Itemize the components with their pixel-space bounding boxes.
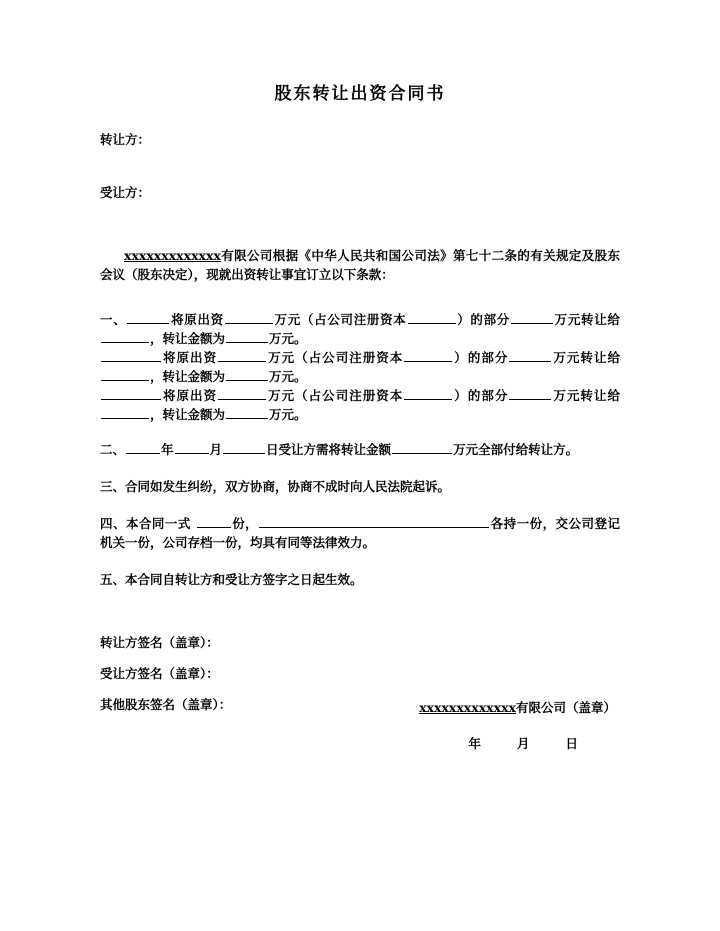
blank-field[interactable] bbox=[218, 387, 266, 400]
clause-two bbox=[100, 440, 620, 459]
clause-three-number: 三、 bbox=[100, 479, 126, 494]
clause-seg: 万元（占公司注册资本 bbox=[273, 312, 407, 327]
footer-date-day: 日 bbox=[565, 736, 578, 751]
clause-seg: 万元（占公司注册资本 bbox=[267, 388, 404, 403]
intro-paragraph bbox=[100, 246, 620, 284]
blank-field[interactable] bbox=[259, 515, 489, 528]
clause-seg: 份， bbox=[231, 516, 259, 531]
blank-field[interactable] bbox=[218, 349, 266, 362]
clause-seg: 万元全部付给转让方。 bbox=[453, 442, 579, 457]
spacer bbox=[100, 589, 620, 633]
footer-date-year: 年 bbox=[468, 736, 481, 751]
clause-one-line-1 bbox=[100, 310, 620, 348]
footer-date-month: 月 bbox=[516, 736, 530, 751]
spacer bbox=[100, 552, 620, 570]
clause-seg: 月 bbox=[209, 442, 223, 457]
spacer bbox=[100, 459, 620, 477]
blank-field[interactable] bbox=[101, 330, 149, 343]
clause-seg: 日受让方需将转让金额 bbox=[266, 442, 392, 457]
transferee-label: 受让方： bbox=[100, 185, 151, 200]
document-body bbox=[100, 130, 620, 714]
clause-seg: ）的部分 bbox=[453, 350, 509, 365]
blank-field[interactable] bbox=[101, 387, 161, 400]
blank-field[interactable] bbox=[223, 441, 265, 454]
clause-one-number: 一、 bbox=[100, 312, 127, 327]
blank-field[interactable] bbox=[511, 311, 553, 324]
spacer bbox=[100, 149, 620, 183]
spacer bbox=[100, 284, 620, 310]
spacer bbox=[100, 202, 620, 246]
spacer bbox=[100, 424, 620, 440]
clause-seg: ）的部分 bbox=[453, 388, 509, 403]
blank-field[interactable] bbox=[197, 515, 231, 528]
clause-seg: 将原出资 bbox=[162, 388, 218, 403]
signature-transferor: 转让方签名（盖章）： bbox=[100, 635, 219, 650]
clause-four bbox=[100, 514, 620, 552]
clause-four-number: 四、 bbox=[100, 516, 126, 531]
clause-seg: 万元（占公司注册资本 bbox=[267, 350, 404, 365]
blank-field[interactable] bbox=[404, 387, 452, 400]
page-title: 股东转让出资合同书 bbox=[274, 84, 446, 104]
footer-block bbox=[100, 698, 620, 754]
clause-seg: ，转让金额为 bbox=[150, 407, 226, 422]
signature-other-shareholders: 其他股东签名（盖章）： bbox=[100, 697, 232, 712]
clause-seg: 万元转让给 bbox=[552, 388, 620, 403]
clause-seg: 万元转让给 bbox=[552, 350, 620, 365]
blank-field[interactable] bbox=[509, 349, 551, 362]
footer-company-placeholder: xxxxxxxxxxxxx bbox=[419, 700, 516, 715]
blank-field[interactable] bbox=[509, 387, 551, 400]
clause-three-text: 合同如发生纠纷，双方协商，协商不成时向人民法院起诉。 bbox=[125, 479, 451, 494]
clause-seg: 各持一份，交公司登记机关一份，公司存档一份，均具有同等法律效力。 bbox=[100, 516, 620, 550]
blank-field[interactable] bbox=[101, 368, 149, 381]
spacer bbox=[100, 652, 620, 664]
clause-seg: 万元。 bbox=[269, 369, 307, 384]
blank-field[interactable] bbox=[101, 406, 149, 419]
footer-date-line bbox=[100, 734, 620, 754]
clause-five-number: 五、 bbox=[100, 572, 126, 587]
clause-three bbox=[100, 477, 620, 496]
footer-company-line bbox=[100, 698, 620, 718]
blank-field[interactable] bbox=[101, 349, 161, 362]
clause-one-line-2 bbox=[100, 348, 620, 386]
blank-field[interactable] bbox=[126, 441, 160, 454]
clause-seg: ，转让金额为 bbox=[150, 331, 226, 346]
clause-seg: ，转让金额为 bbox=[150, 369, 226, 384]
clause-one-line-3 bbox=[100, 386, 620, 424]
clause-seg: 万元。 bbox=[269, 407, 307, 422]
clause-seg: ）的部分 bbox=[456, 312, 510, 327]
blank-field[interactable] bbox=[226, 406, 268, 419]
clause-five-text: 本合同自转让方和受让方签字之日起生效。 bbox=[125, 572, 363, 587]
intro-company-placeholder: xxxxxxxxxxxxx bbox=[124, 248, 221, 263]
clause-two-number: 二、 bbox=[100, 442, 126, 457]
intro-text: 有限公司根据《中华人民共和国公司法》第七十二条的有关规定及股东会议（股东决定），现就出资转让事宜订立以下条款： bbox=[100, 248, 620, 282]
spacer bbox=[100, 496, 620, 514]
footer-company-suffix: 有限公司（盖章） bbox=[515, 700, 616, 715]
clause-seg: 年 bbox=[161, 442, 174, 457]
blank-field[interactable] bbox=[392, 441, 452, 454]
blank-field[interactable] bbox=[408, 311, 456, 324]
transferor-label: 转让方： bbox=[100, 132, 151, 147]
clause-seg: 将原出资 bbox=[170, 312, 224, 327]
clause-five bbox=[100, 570, 620, 589]
blank-field[interactable] bbox=[226, 330, 268, 343]
spacer bbox=[100, 683, 620, 695]
signature-transferee: 受让方签名（盖章）： bbox=[100, 666, 219, 681]
clause-seg: 万元转让给 bbox=[553, 312, 620, 327]
blank-field[interactable] bbox=[175, 441, 209, 454]
blank-field[interactable] bbox=[225, 311, 273, 324]
blank-field[interactable] bbox=[127, 311, 169, 324]
clause-seg: 本合同一式 bbox=[125, 516, 191, 531]
blank-field[interactable] bbox=[226, 368, 268, 381]
blank-field[interactable] bbox=[404, 349, 452, 362]
clause-seg: 万元。 bbox=[269, 331, 307, 346]
clause-seg: 将原出资 bbox=[162, 350, 218, 365]
